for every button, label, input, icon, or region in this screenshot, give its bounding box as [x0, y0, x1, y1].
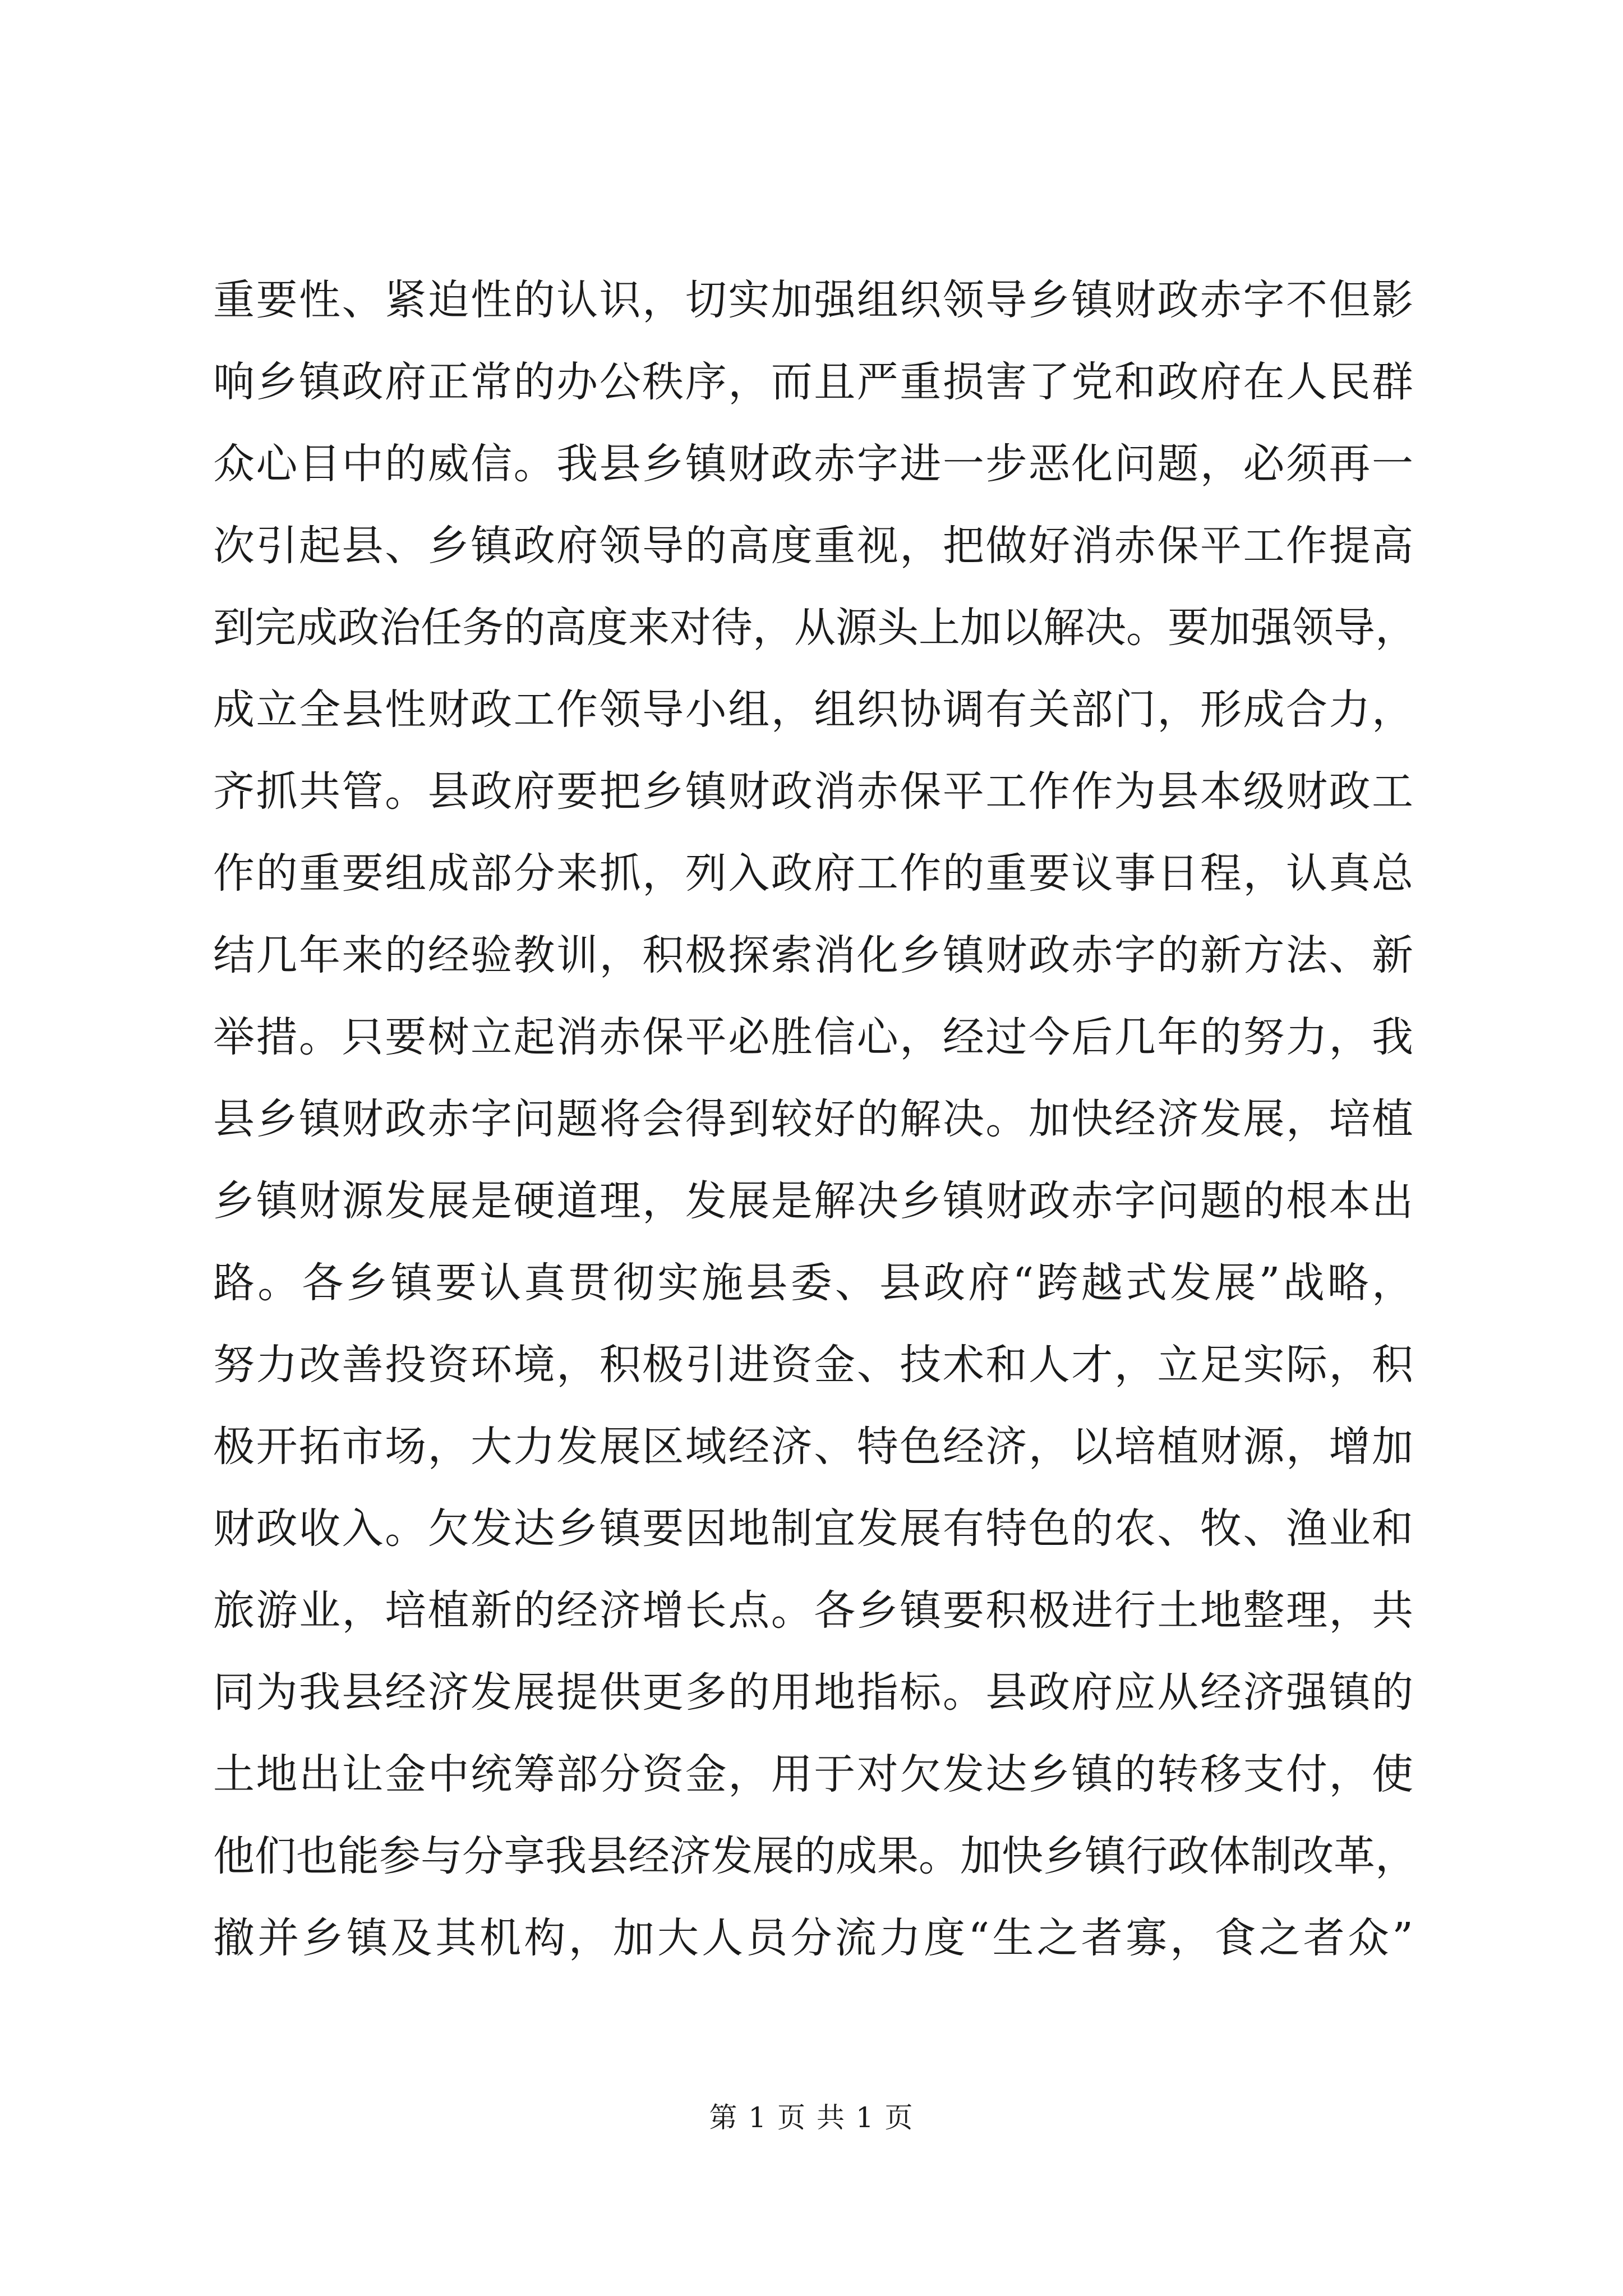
- text-line-1: 重要性、紧迫性的认识，切实加强组织领导乡镇财政赤字不但影: [213, 276, 1413, 324]
- text-line-6: 成立全县性财政工作领导小组，组织协调有关部门，形成合力，: [213, 685, 1413, 734]
- text-line-12: 乡镇财源发展是硬道理，发展是解决乡镇财政赤字问题的根本出: [213, 1177, 1413, 1225]
- text-line-4: 次引起县、乡镇政府领导的高度重视，把做好消赤保平工作提高: [213, 522, 1413, 570]
- text-line-7: 齐抓共管。县政府要把乡镇财政消赤保平工作作为县本级财政工: [213, 767, 1413, 816]
- text-line-8: 作的重要组成部分来抓，列入政府工作的重要议事日程，认真总: [213, 849, 1413, 898]
- text-line-16: 财政收入。欠发达乡镇要因地制宜发展有特色的农、牧、渔业和: [213, 1504, 1413, 1553]
- text-line-17: 旅游业，培植新的经济增长点。各乡镇要积极进行土地整理，共: [213, 1586, 1413, 1635]
- text-line-21: 撤并乡镇及其机构，加大人员分流力度“生之者寡，食之者众”: [213, 1914, 1413, 1962]
- text-line-10: 举措。只要树立起消赤保平必胜信心，经过今后几年的努力，我: [213, 1013, 1413, 1061]
- text-line-19: 土地出让金中统筹部分资金，用于对欠发达乡镇的转移支付，使: [213, 1750, 1413, 1798]
- text-line-11: 县乡镇财政赤字问题将会得到较好的解决。加快经济发展，培植: [213, 1095, 1413, 1143]
- text-line-2: 响乡镇政府正常的办公秩序，而且严重损害了党和政府在人民群: [213, 358, 1413, 406]
- text-line-18: 同为我县经济发展提供更多的用地指标。县政府应从经济强镇的: [213, 1668, 1413, 1717]
- text-line-13: 路。各乡镇要认真贯彻实施县委、县政府“跨越式发展”战略，: [213, 1259, 1413, 1307]
- text-line-9: 结几年来的经验教训，积极探索消化乡镇财政赤字的新方法、新: [213, 931, 1413, 979]
- text-line-3: 众心目中的威信。我县乡镇财政赤字进一步恶化问题，必须再一: [213, 440, 1413, 488]
- text-line-14: 努力改善投资环境，积极引进资金、技术和人才，立足实际，积: [213, 1341, 1413, 1389]
- text-line-20: 他们也能参与分享我县经济发展的成果。加快乡镇行政体制改革，: [213, 1832, 1417, 1880]
- body-text: [213, 259, 1417, 1979]
- text-line-5: 到完成政治任务的高度来对待，从源头上加以解决。要加强领导，: [213, 604, 1417, 652]
- text-line-15: 极开拓市场，大力发展区域经济、特色经济，以培植财源，增加: [213, 1423, 1413, 1471]
- page-footer: 第 1 页 共 1 页: [709, 2101, 914, 2134]
